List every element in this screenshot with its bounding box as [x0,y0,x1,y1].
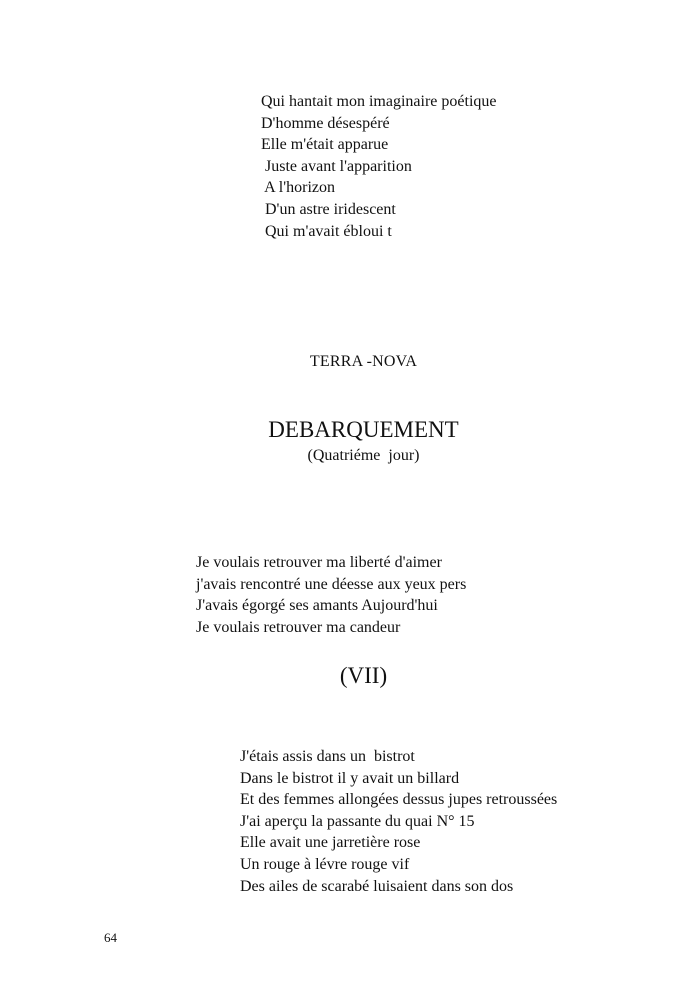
poem-line: J'ai aperçu la passante du quai N° 15 [240,812,475,830]
stanza-bottom [240,746,557,897]
section-header: TERRA -NOVA [309,353,418,370]
poem-line: J'avais égorgé ses amants Aujourd'hui [196,597,438,615]
chapter-title: DEBARQUEMENT [268,417,459,442]
stanza-middle [196,552,466,638]
section-number: (VII) [339,663,388,688]
poem-line: Dans le bistrot il y avait un billard [240,769,460,787]
poem-line: Juste avant l'apparition [261,157,412,175]
poem-line: D'homme désespéré [261,114,390,132]
poem-line: Je voulais retrouver ma liberté d'aimer [196,554,442,571]
poem-line: Qui m'avait ébloui t [261,222,392,240]
poem-line: Elle m'était apparue [261,136,389,154]
chapter-subtitle: (Quatriéme jour) [307,447,420,464]
poem-line: A l'horizon [261,179,335,197]
page-number: 64 [104,930,117,945]
poem-line: Elle avait une jarretière rose [240,834,421,852]
poem-line: Un rouge à lévre rouge vif [240,855,410,873]
poem-line: j'avais rencontré une déesse aux yeux pers [196,575,467,593]
poem-line: Et des femmes allongées dessus jupes retroussées [240,791,558,809]
poem-line: Je voulais retrouver ma candeur [196,618,401,636]
stanza-top [261,91,497,242]
poem-line: Qui hantait mon imaginaire poétique [261,93,497,110]
poem-line: D'un astre iridescent [261,200,396,218]
poem-line: Des ailes de scarabé luisaient dans son dos [240,877,514,895]
poem-line: J'étais assis dans un bistrot [240,748,415,765]
